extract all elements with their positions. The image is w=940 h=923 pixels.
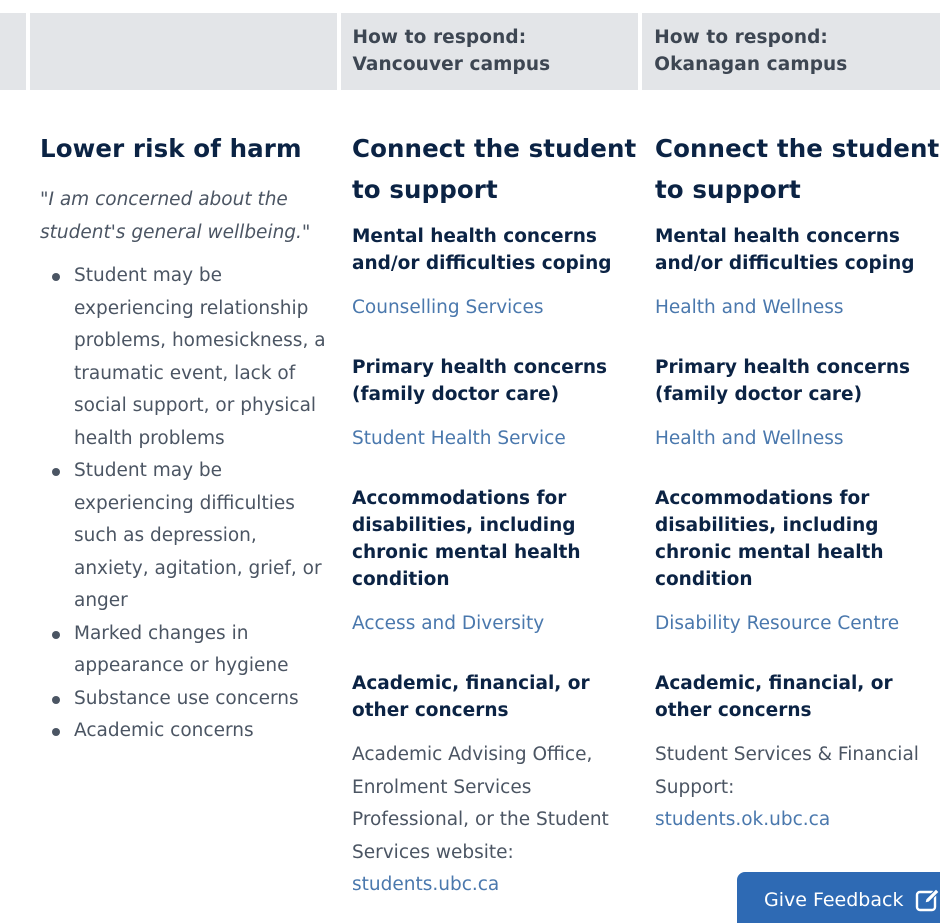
group-heading: Primary health concerns (family doctor care)	[655, 357, 911, 405]
counselling-services-link[interactable]: Counselling Services	[352, 297, 544, 318]
header-cell-okanagan	[642, 13, 940, 90]
header-cell-edge	[0, 13, 26, 90]
header-cell-vancouver	[341, 13, 639, 90]
vancouver-primary-health-group	[352, 354, 637, 455]
risk-quote: "I am concerned about the student's general wellbeing."	[40, 189, 311, 243]
group-description	[655, 739, 940, 837]
okanagan-column	[655, 128, 940, 837]
list-item: Academic concerns	[40, 715, 330, 748]
vancouver-title: Connect the student to support	[352, 134, 637, 204]
disability-resource-centre-link[interactable]: Disability Resource Centre	[655, 613, 900, 634]
students-ok-ubc-link[interactable]: students.ok.ubc.ca	[655, 809, 831, 830]
group-heading: Academic, financial, or other concerns	[655, 673, 893, 721]
okanagan-heading: How to respond: Okanagan campus	[654, 27, 848, 75]
list-item: Student may be experiencing relationship problems, homesickness, a traumatic event, lack of social support, or physical health problems	[40, 260, 330, 455]
risk-column	[40, 128, 330, 748]
vancouver-academic-group	[352, 670, 637, 902]
vancouver-column	[352, 128, 637, 902]
okanagan-academic-group	[655, 670, 940, 837]
list-item: Student may be experiencing difficulties such as depression, anxiety, agitation, grief, or anger	[40, 455, 330, 618]
table-header-row	[0, 13, 940, 90]
okanagan-primary-health-group	[655, 354, 940, 455]
group-heading: Accommodations for disabilities, including chronic mental health condition	[655, 488, 884, 590]
vancouver-mental-health-group	[352, 223, 637, 324]
okanagan-accommodations-group	[655, 485, 940, 640]
vancouver-accommodations-group	[352, 485, 637, 640]
group-heading: Academic, financial, or other concerns	[352, 673, 590, 721]
group-heading: Primary health concerns (family doctor care)	[352, 357, 608, 405]
group-text: Student Services & Financial Support:	[655, 744, 919, 798]
give-feedback-label: Give Feedback	[764, 888, 904, 911]
list-item: Marked changes in appearance or hygiene	[40, 618, 330, 683]
group-description	[352, 739, 637, 902]
health-and-wellness-link[interactable]: Health and Wellness	[655, 297, 844, 318]
group-heading: Mental health concerns and/or difficulties coping	[352, 226, 612, 274]
risk-indicators-list	[40, 260, 330, 748]
edit-icon	[915, 887, 940, 913]
group-text: Academic Advising Office, Enrolment Services Professional, or the Student Services website:	[352, 744, 609, 863]
risk-title: Lower risk of harm	[40, 134, 302, 163]
okanagan-title: Connect the student to support	[655, 134, 940, 204]
give-feedback-button[interactable]	[737, 872, 940, 923]
health-and-wellness-link[interactable]: Health and Wellness	[655, 428, 844, 449]
access-and-diversity-link[interactable]: Access and Diversity	[352, 613, 545, 634]
student-health-service-link[interactable]: Student Health Service	[352, 428, 566, 449]
group-heading: Mental health concerns and/or difficulties coping	[655, 226, 915, 274]
students-ubc-link[interactable]: students.ubc.ca	[352, 874, 500, 895]
list-item: Substance use concerns	[40, 683, 330, 716]
group-heading: Accommodations for disabilities, including chronic mental health condition	[352, 488, 581, 590]
header-cell-risk	[30, 13, 337, 90]
vancouver-heading: How to respond: Vancouver campus	[352, 27, 551, 75]
okanagan-mental-health-group	[655, 223, 940, 324]
